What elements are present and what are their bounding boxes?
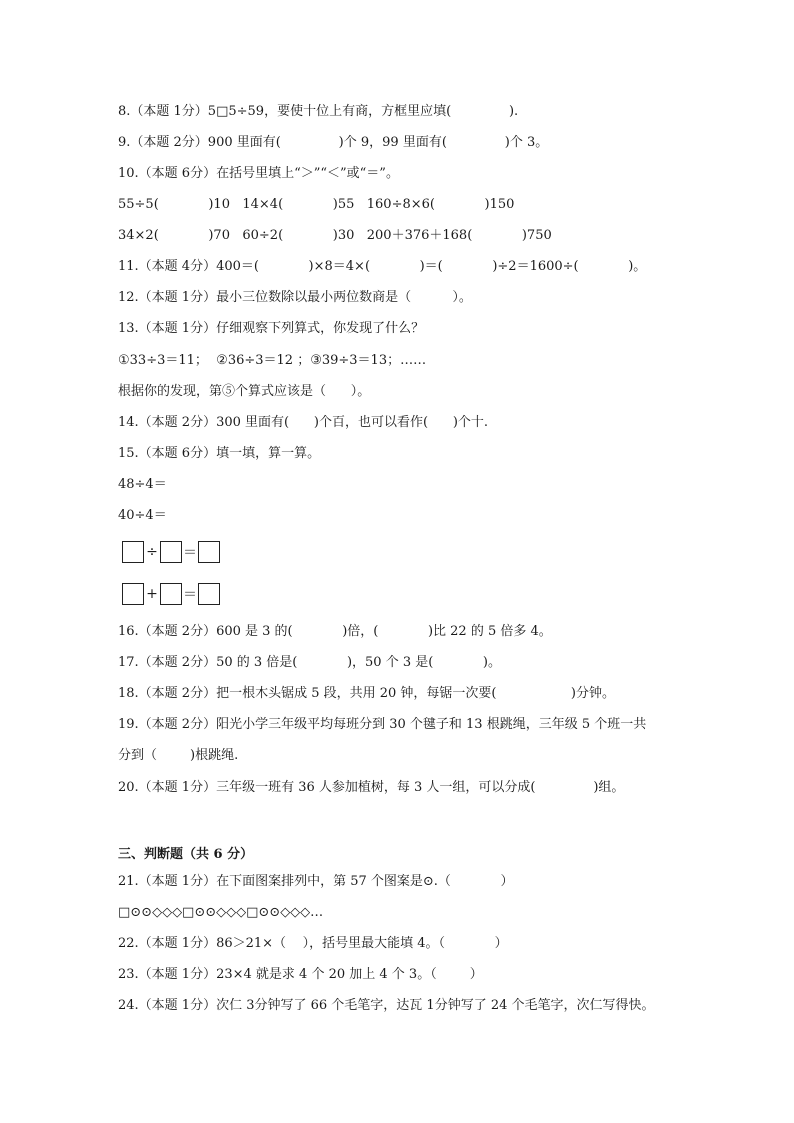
question-15-box-row-2 (122, 583, 220, 605)
question-11: 11.（本题 4分）400＝( )×8＝4×( )＝( )÷2＝1600÷( )。 (118, 259, 647, 274)
question-12: 12.（本题 1分）最小三位数除以最小两位数商是（ ）。 (118, 290, 472, 305)
question-18: 18.（本题 2分）把一根木头锯成 5 段，共用 20 钟，每锯一次要( )分钟。 (118, 686, 615, 701)
question-13-prompt: 根据你的发现，第⑤个算式应该是（ ）。 (118, 384, 371, 399)
question-15-equation-1: 48÷4＝ (118, 477, 167, 492)
question-10-row-1: 55÷5( )10 14×4( )55 160÷8×6( )150 (118, 197, 515, 212)
answer-box[interactable] (122, 541, 144, 563)
question-20: 20.（本题 1分）三年级一班有 36 人参加植树，每 3 人一组，可以分成( )组。 (118, 780, 625, 795)
equals-sign: ＝ (183, 545, 197, 561)
answer-box[interactable] (198, 583, 220, 605)
answer-box[interactable] (160, 541, 182, 563)
question-14: 14.（本题 2分）300 里面有( )个百，也可以看作( )个十. (118, 415, 489, 430)
question-10: 10.（本题 6分）在括号里填上“＞”“＜”或“＝”。 (118, 166, 399, 181)
question-13: 13.（本题 1分）仔细观察下列算式，你发现了什么？ (118, 321, 425, 336)
answer-box[interactable] (122, 583, 144, 605)
question-21: 21.（本题 1分）在下面图案排列中，第 57 个图案是⊙.（ ） (118, 874, 514, 889)
plus-sign: + (146, 586, 158, 602)
question-17: 17.（本题 2分）50 的 3 倍是( )，50 个 3 是( )。 (118, 655, 501, 670)
question-24: 24.（本题 1分）次仁 3分钟写了 66 个毛笔字，达瓦 1分钟写了 24 个毛笔字，次仁写得快。 (118, 998, 655, 1013)
question-8: 8.（本题 1分）5□5÷59，要使十位上有商，方框里应填( ). (118, 104, 519, 119)
question-22: 22.（本题 1分）86＞21×（ ），括号里最大能填 4。（ ） (118, 936, 508, 951)
question-19-continuation: 分到（ )根跳绳. (118, 748, 239, 763)
answer-box[interactable] (198, 541, 220, 563)
equals-sign: ＝ (183, 587, 197, 603)
section-3-title: 三、判断题（共 6 分） (118, 847, 254, 862)
answer-box[interactable] (160, 583, 182, 605)
question-9: 9.（本题 2分）900 里面有( )个 9，99 里面有( )个 3。 (118, 135, 549, 150)
question-19: 19.（本题 2分）阳光小学三年级平均每班分到 30 个毽子和 13 根跳绳，三年级 5 个班一共 (118, 717, 647, 732)
question-10-row-2: 34×2( )70 60÷2( )30 200＋376＋168( )750 (118, 228, 552, 243)
question-16: 16.（本题 2分）600 是 3 的( )倍，( )比 22 的 5 倍多 4。 (118, 624, 552, 639)
question-15-box-row-1 (122, 541, 220, 563)
question-15: 15.（本题 6分）填一填，算一算。 (118, 446, 321, 461)
question-21-pattern: □⊙⊙◇◇◇□⊙⊙◇◇◇□⊙⊙◇◇◇… (118, 905, 324, 920)
divide-sign: ÷ (146, 544, 158, 560)
question-23: 23.（本题 1分）23×4 就是求 4 个 20 加上 4 个 3。（ ） (118, 967, 483, 982)
question-13-examples: ①33÷3＝11； ②36÷3＝12 ；③39÷3＝13；…… (118, 353, 427, 368)
question-15-equation-2: 40÷4＝ (118, 508, 167, 523)
